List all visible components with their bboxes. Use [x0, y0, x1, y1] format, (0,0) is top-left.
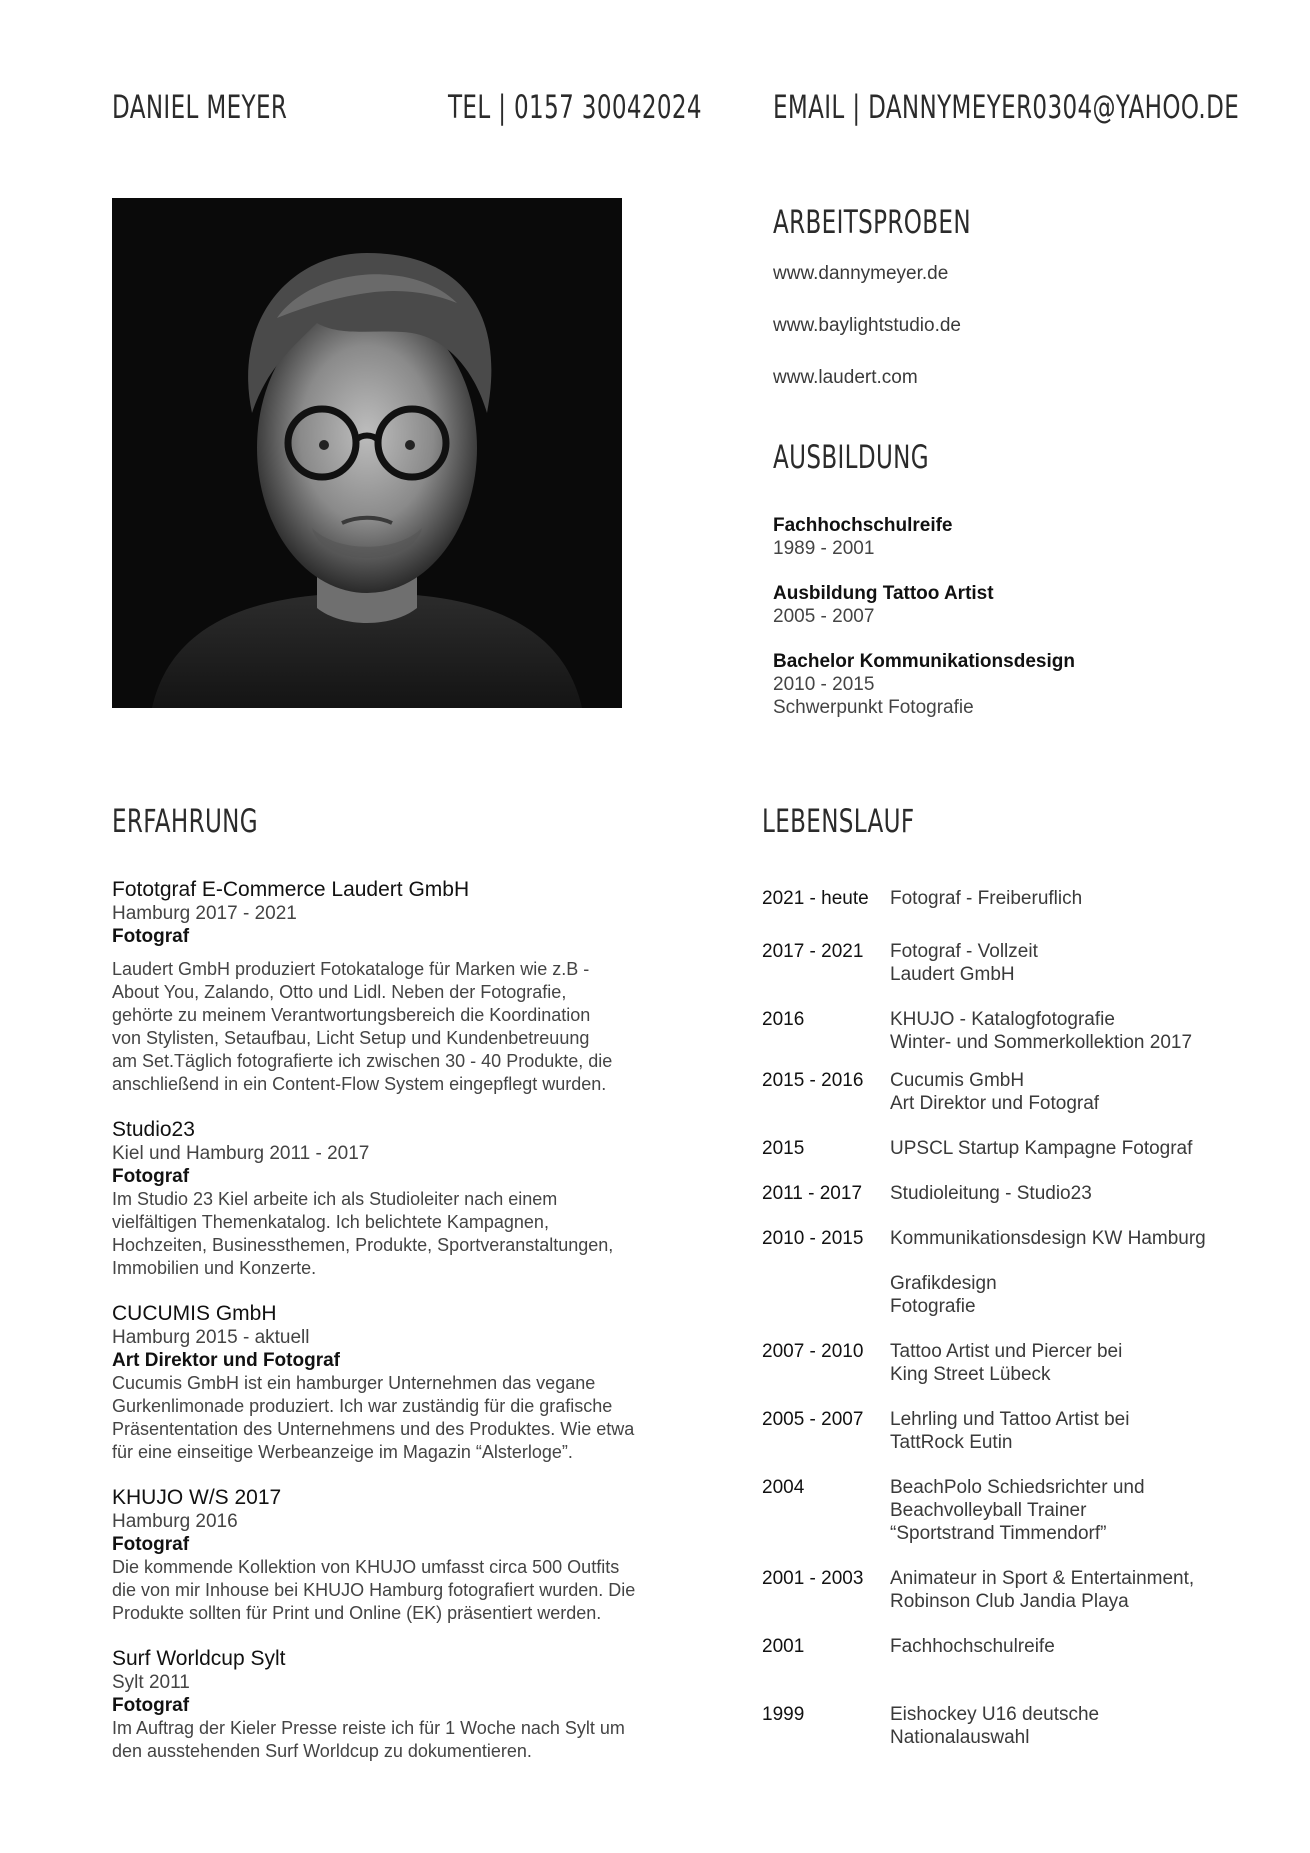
cv-text: KHUJO - Katalogfotografie Winter- und Sommerkollektion 2017: [890, 1009, 1193, 1053]
job-title: Surf Worldcup Sylt: [112, 1647, 286, 1670]
job-role: Fotograf: [112, 1534, 190, 1555]
cv-year: 2017 - 2021: [762, 941, 864, 962]
cv-year: 2004: [762, 1477, 805, 1498]
cv-year: 1999: [762, 1704, 805, 1725]
header-name: DANIEL MEYER: [112, 88, 288, 126]
education-name: Ausbildung Tattoo Artist: [773, 583, 994, 604]
job-title: Studio23: [112, 1118, 195, 1141]
job-title: Fototgraf E-Commerce Laudert GmbH: [112, 878, 470, 901]
cv-year: 2021 - heute: [762, 888, 869, 909]
education-item: [773, 650, 1075, 719]
job-meta: Kiel und Hamburg 2011 - 2017: [112, 1143, 370, 1164]
cv-text: Fotograf - Freiberuflich: [890, 888, 1083, 909]
cv-year: 2001: [762, 1636, 805, 1657]
education-item: [773, 514, 1075, 560]
job-title: KHUJO W/S 2017: [112, 1486, 282, 1509]
header-email: EMAIL | DANNYMEYER0304@YAHOO.DE: [773, 88, 1240, 126]
cv-year: 2011 - 2017: [762, 1183, 863, 1204]
education-list: [773, 514, 1075, 741]
cv-text: Tattoo Artist und Piercer bei King Street Lübeck: [890, 1341, 1123, 1385]
cv-year: 2010 - 2015: [762, 1228, 864, 1249]
portfolio-link[interactable]: www.dannymeyer.de: [773, 263, 949, 284]
education-name: Bachelor Kommunikationsdesign: [773, 651, 1075, 672]
cv-text: Lehrling und Tattoo Artist bei TattRock Eutin: [890, 1409, 1130, 1453]
job-role: Art Direktor und Fotograf: [112, 1350, 340, 1371]
job-role: Fotograf: [112, 1695, 190, 1716]
header-phone: TEL | 0157 30042024: [448, 88, 702, 126]
experience-item: [112, 1118, 682, 1280]
education-note: Schwerpunkt Fotografie: [773, 697, 974, 718]
portfolio-title: ARBEITSPROBEN: [773, 203, 971, 241]
education-years: 2005 - 2007: [773, 606, 875, 627]
cv-text: Fachhochschulreife: [890, 1636, 1055, 1657]
job-description: Cucumis GmbH ist ein hamburger Unternehmen das vegane Gurkenlimonade produziert. Ich war zuständig für die grafische Präsententation des Unternehmens und des Produktes. Wie etwa für eine einseitige Werbeanzeige im Magazin “Alsterloge”.: [112, 1373, 635, 1462]
cv-text: Cucumis GmbH Art Direktor und Fotograf: [890, 1070, 1100, 1114]
cv-text: Eishockey U16 deutsche Nationalauswahl: [890, 1704, 1100, 1748]
cv-text: Studioleitung - Studio23: [890, 1183, 1092, 1204]
cv-year: 2005 - 2007: [762, 1409, 864, 1430]
experience-item: [112, 878, 682, 1096]
portrait-illustration: [112, 198, 622, 708]
cv-text: UPSCL Startup Kampagne Fotograf: [890, 1138, 1193, 1159]
cv-text: Grafikdesign Fotografie: [890, 1273, 997, 1317]
cv-text: Fotograf - Vollzeit Laudert GmbH: [890, 941, 1038, 985]
portfolio-link[interactable]: www.baylightstudio.de: [773, 315, 961, 336]
cv-title: LEBENSLAUF: [762, 802, 915, 840]
education-title: AUSBILDUNG: [773, 438, 929, 476]
job-meta: Hamburg 2017 - 2021: [112, 903, 297, 924]
cv-year: 2015 - 2016: [762, 1070, 864, 1091]
education-name: Fachhochschulreife: [773, 515, 953, 536]
job-title: CUCUMIS GmbH: [112, 1302, 277, 1325]
job-meta: Hamburg 2016: [112, 1511, 238, 1532]
cv-year: 2001 - 2003: [762, 1568, 864, 1589]
portrait-photo: [112, 198, 622, 708]
job-meta: Hamburg 2015 - aktuell: [112, 1327, 310, 1348]
portfolio-links: [773, 262, 961, 418]
job-meta: Sylt 2011: [112, 1672, 190, 1693]
job-description: Im Auftrag der Kieler Presse reiste ich für 1 Woche nach Sylt um den ausstehenden Surf Worldcup zu dokumentieren.: [112, 1718, 625, 1761]
education-years: 1989 - 2001: [773, 538, 875, 559]
job-role: Fotograf: [112, 926, 190, 947]
experience-item: [112, 1302, 682, 1464]
experience-item: [112, 1486, 682, 1625]
experience-list: [112, 878, 682, 1785]
job-description: Im Studio 23 Kiel arbeite ich als Studioleiter nach einem vielfältigen Themenkatalog. Ich belichtete Kampagnen, Hochzeiten, Businessthemen, Produkte, Sportveranstaltungen, Immobilien und Konzerte.: [112, 1189, 614, 1278]
cv-text: Animateur in Sport & Entertainment, Robinson Club Jandia Playa: [890, 1568, 1195, 1612]
job-description: Laudert GmbH produziert Fotokataloge für Marken wie z.B - About You, Zalando, Otto und Lidl. Neben der Fotografie, gehörte zu meinem Verantwortungsbereich die Koordination von Stylisten, Setaufbau, Licht Setup und Kundenbetreuung am Set.Täglich fotografierte ich zwischen 30 - 40 Produkte, die anschließend in ein Content-Flow System eingepflegt wurden.: [112, 959, 613, 1094]
job-role: Fotograf: [112, 1166, 190, 1187]
portfolio-link[interactable]: www.laudert.com: [773, 367, 918, 388]
experience-item: [112, 1647, 682, 1763]
cv-text: BeachPolo Schiedsrichter und Beachvolleyball Trainer “Sportstrand Timmendorf”: [890, 1477, 1145, 1544]
cv-year: 2015: [762, 1138, 805, 1159]
education-item: [773, 582, 1075, 628]
job-description: Die kommende Kollektion von KHUJO umfasst circa 500 Outfits die von mir Inhouse bei KHUJO Hamburg fotografiert wurden. Die Produkte sollten für Print und Online (EK) präsentiert werden.: [112, 1557, 636, 1623]
cv-year: 2016: [762, 1009, 805, 1030]
cv-year: 2007 - 2010: [762, 1341, 864, 1362]
education-years: 2010 - 2015: [773, 674, 875, 695]
experience-title: ERFAHRUNG: [112, 802, 258, 840]
cv-text: Kommunikationsdesign KW Hamburg: [890, 1228, 1206, 1249]
